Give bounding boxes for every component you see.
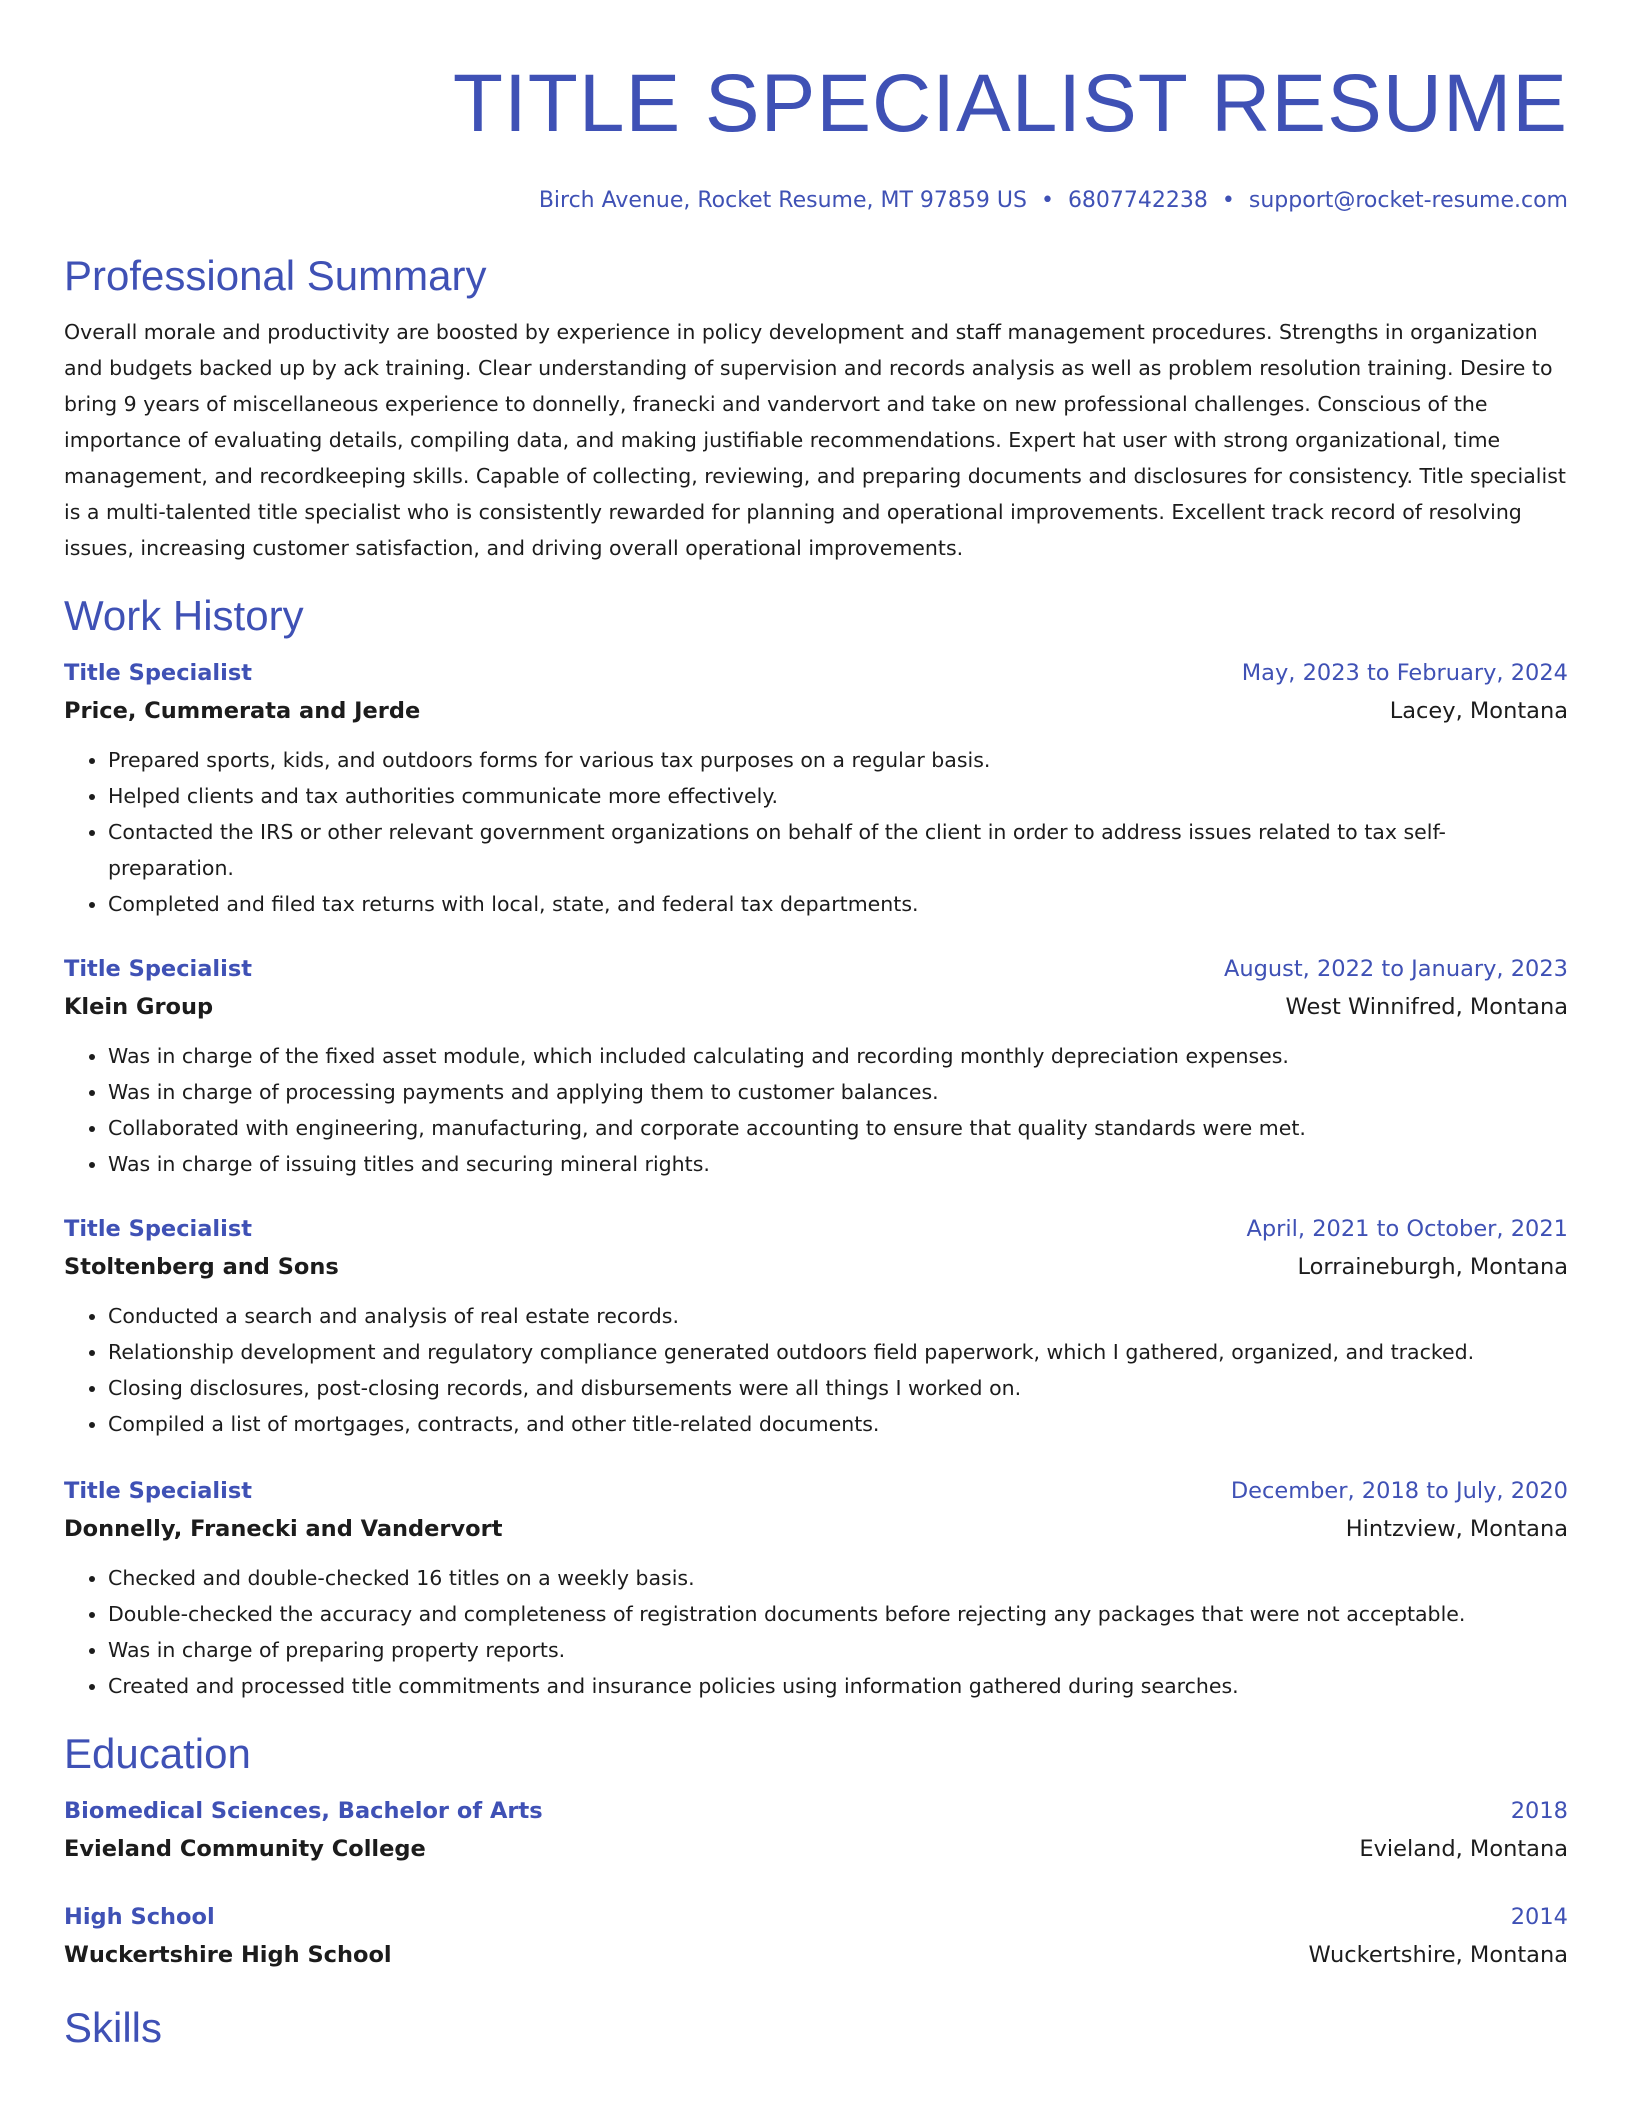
work-history-heading: Work History	[64, 592, 304, 639]
job-company-row	[64, 988, 1568, 1026]
education-heading: Education	[64, 1730, 251, 1777]
job-role-row	[64, 950, 1568, 988]
list-item: • Was in charge of processing payments and applying them to customer balances.	[108, 1074, 1568, 1110]
job-company-row	[64, 692, 1568, 730]
resume-title: TITLE SPECIALIST RESUME	[452, 58, 1568, 149]
summary-text: Overall morale and productivity are boosted by experience in policy development and staff management procedures. Strengths in organization and budgets backed up by ack training. Clear understanding of supervision and records analysis as well as problem resolution training. Desire to bring 9 years of miscellaneous experience to donnelly, franecki and vandervort and take on new professional challenges. Conscious of the importance of evaluating details, compiling data, and making justifiable recommendations. Expert hat user with strong organizational, time management, and recordkeeping skills. Capable of collecting, reviewing, and preparing documents and disclosures for consistency. Title specialist is a multi-talented title specialist who is consistently rewarded for planning and operational improvements. Excellent track record of resolving issues, increasing customer satisfaction, and driving overall operational improvements.	[64, 320, 1566, 560]
job-location: Hintzview, Montana	[1345, 1516, 1568, 1542]
education-entry	[64, 1792, 1568, 1868]
job-bullets	[64, 1298, 1568, 1442]
list-item: • Checked and double-checked 16 titles on a weekly basis.	[108, 1560, 1568, 1596]
contact-phone: 6807742238	[1067, 188, 1208, 213]
education-school-row	[64, 1936, 1568, 1974]
work-history-section	[64, 590, 1568, 1704]
job-bullets	[64, 742, 1568, 922]
job-dates: December, 2018 to July, 2020	[1230, 1478, 1568, 1504]
list-item: • Compiled a list of mortgages, contracts, and other title-related documents.	[108, 1406, 1568, 1442]
job-entry	[64, 1210, 1568, 1442]
contact-separator: •	[1040, 188, 1054, 213]
education-degree-row	[64, 1792, 1568, 1830]
job-dates: April, 2021 to October, 2021	[1246, 1216, 1568, 1242]
education-school: Evieland Community College	[64, 1836, 426, 1862]
list-item: • Helped clients and tax authorities communicate more effectively.	[108, 778, 1568, 814]
list-item: • Collaborated with engineering, manufacturing, and corporate accounting to ensure that quality standards were met.	[108, 1110, 1568, 1146]
education-school-row	[64, 1830, 1568, 1868]
list-item: • Was in charge of issuing titles and securing mineral rights.	[108, 1146, 1568, 1182]
job-company-row	[64, 1510, 1568, 1548]
job-role: Title Specialist	[64, 660, 252, 686]
list-item: • Contacted the IRS or other relevant government organizations on behalf of the client in order to address issues related to tax self-preparation.	[108, 814, 1568, 886]
skills-section	[64, 2002, 1568, 2054]
job-role-row	[64, 1472, 1568, 1510]
job-dates: August, 2022 to January, 2023	[1223, 956, 1568, 982]
education-degree: Biomedical Sciences, Bachelor of Arts	[64, 1798, 543, 1824]
list-item: • Conducted a search and analysis of real estate records.	[108, 1298, 1568, 1334]
education-degree: High School	[64, 1904, 215, 1930]
list-item: • Completed and filed tax returns with local, state, and federal tax departments.	[108, 886, 1568, 922]
job-company: Klein Group	[64, 994, 214, 1020]
contact-address: Birch Avenue, Rocket Resume, MT 97859 US	[538, 188, 1027, 213]
list-item: • Prepared sports, kids, and outdoors forms for various tax purposes on a regular basis.	[108, 742, 1568, 778]
education-section	[64, 1728, 1568, 1974]
contact-email: support@rocket-resume.com	[1248, 188, 1568, 213]
contact-line	[64, 186, 1568, 216]
list-item: • Created and processed title commitments and insurance policies using information gathered during searches.	[108, 1668, 1568, 1704]
resume-header	[64, 58, 1568, 216]
job-role: Title Specialist	[64, 1478, 252, 1504]
job-bullets	[64, 1560, 1568, 1704]
job-dates: May, 2023 to February, 2024	[1241, 660, 1568, 686]
education-year: 2018	[1510, 1798, 1568, 1824]
list-item: • Was in charge of preparing property reports.	[108, 1632, 1568, 1668]
list-item: • Closing disclosures, post-closing records, and disbursements were all things I worked on.	[108, 1370, 1568, 1406]
summary-heading: Professional Summary	[64, 252, 487, 299]
job-company: Donnelly, Franecki and Vandervort	[64, 1516, 503, 1542]
job-company-row	[64, 1248, 1568, 1286]
job-company: Stoltenberg and Sons	[64, 1254, 339, 1280]
job-role-row	[64, 1210, 1568, 1248]
summary-section	[64, 250, 1568, 566]
job-role-row	[64, 654, 1568, 692]
job-location: Lacey, Montana	[1389, 698, 1568, 724]
list-item: • Was in charge of the fixed asset module, which included calculating and recording monthly depreciation expenses.	[108, 1038, 1568, 1074]
job-company: Price, Cummerata and Jerde	[64, 698, 421, 724]
job-role: Title Specialist	[64, 956, 252, 982]
education-school: Wuckertshire High School	[64, 1942, 392, 1968]
education-year: 2014	[1510, 1904, 1568, 1930]
skills-heading: Skills	[64, 2004, 163, 2051]
job-bullets	[64, 1038, 1568, 1182]
list-item: • Double-checked the accuracy and completeness of registration documents before rejecting any packages that were not acceptable.	[108, 1596, 1568, 1632]
education-entry	[64, 1898, 1568, 1974]
job-location: West Winnifred, Montana	[1285, 994, 1568, 1020]
job-entry	[64, 654, 1568, 922]
job-role: Title Specialist	[64, 1216, 252, 1242]
job-entry	[64, 950, 1568, 1182]
education-location: Evieland, Montana	[1359, 1836, 1568, 1862]
contact-separator: •	[1221, 188, 1235, 213]
list-item: • Relationship development and regulatory compliance generated outdoors field paperwork, which I gathered, organized, and tracked.	[108, 1334, 1568, 1370]
education-degree-row	[64, 1898, 1568, 1936]
job-entry	[64, 1472, 1568, 1704]
education-location: Wuckertshire, Montana	[1308, 1942, 1568, 1968]
job-location: Lorraineburgh, Montana	[1297, 1254, 1568, 1280]
